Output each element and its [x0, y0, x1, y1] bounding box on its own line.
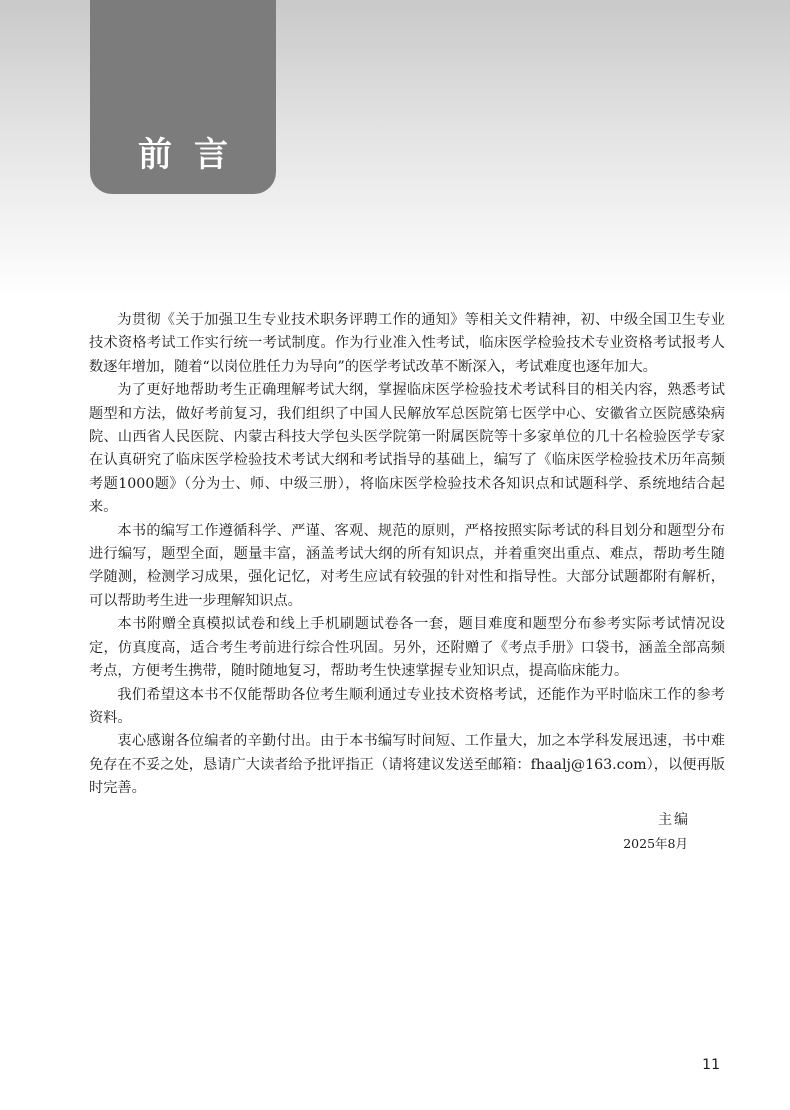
title-tab — [90, 0, 276, 194]
paragraph-6: 衷心感谢各位编者的辛勤付出。由于本书编写时间短、工作量大，加之本学科发展迅速，书中难免存在不妥之处，恳请广大读者给予批评指正（请将建议发送至邮箱：fhaalj@163.com），以便再版时完善。 — [89, 733, 725, 797]
page-number: 11 — [702, 1057, 720, 1073]
paragraph-5: 我们希望这本书不仅能帮助各位考生顺利通过专业技术资格考试，还能作为平时临床工作的参考资料。 — [89, 686, 725, 726]
page-title: 前言 — [138, 135, 250, 175]
paragraph-2: 为了更好地帮助考生正确理解考试大纲，掌握临床医学检验技术考试科目的相关内容，熟悉考试题型和方法，做好考前复习，我们组织了中国人民解放军总医院第七医学中心、安徽省立医院感染病院、山西省人民医院、内蒙古科技大学包头医学院第一附属医院等十多家单位的几十名检验医学专家在认真研究了临床医学检验技术考试大纲和考试指导的基础上，编写了《临床医学检验技术历年高频考题1000题》（分为士、师、中级三册），将临床医学检验技术各知识点和试题科学、系统地结合起来。 — [89, 382, 725, 516]
signature-block — [623, 809, 688, 854]
signature-editor: 主编 — [658, 812, 690, 828]
paragraph-1: 为贯彻《关于加强卫生专业技术职务评聘工作的通知》等相关文件精神，初、中级全国卫生专业技术资格考试工作实行统一考试制度。作为行业准入性考试，临床医学检验技术专业资格考试报考人数逐年增加，随着“以岗位胜任力为导向”的医学考试改革不断深入，考试难度也逐年加大。 — [89, 312, 725, 375]
signature-date: 2025年8月 — [623, 836, 688, 851]
paragraph-3: 本书的编写工作遵循科学、严谨、客观、规范的原则，严格按照实际考试的科目划分和题型分布进行编写，题型全面，题量丰富，涵盖考试大纲的所有知识点，并着重突出重点、难点，帮助考生随学随测，检测学习成果，强化记忆，对考生应试有较强的针对性和指导性。大部分试题都附有解析，可以帮助考生进一步理解知识点。 — [89, 522, 725, 609]
preface-body — [89, 309, 725, 801]
paragraph-4: 本书附赠全真模拟试卷和线上手机刷题试卷各一套，题目难度和题型分布参考实际考试情况设定，仿真度高，适合考生考前进行综合性巩固。另外，还附赠了《考点手册》口袋书，涵盖全部高频考点，方便考生携带，随时随地复习，帮助考生快速掌握专业知识点，提高临床能力。 — [89, 616, 725, 680]
